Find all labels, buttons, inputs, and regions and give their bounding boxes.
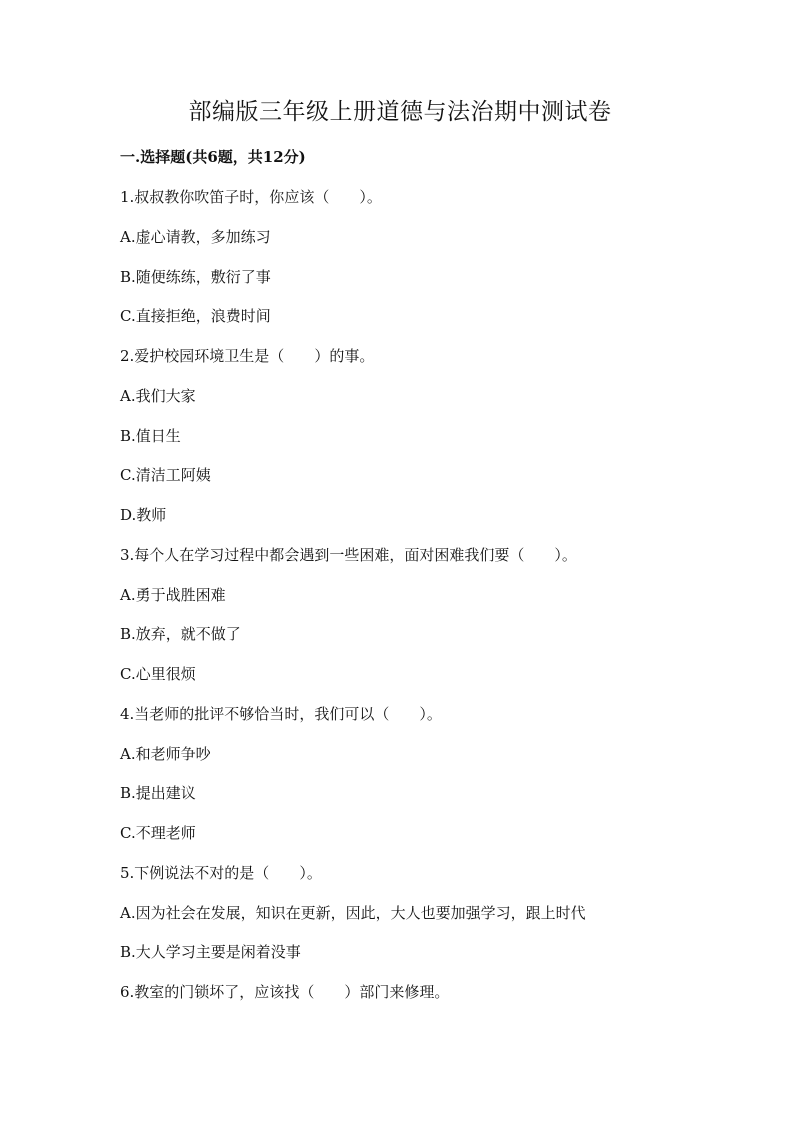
answer-option: B.放弃，就不做了 xyxy=(120,625,241,644)
question-stem: 2.爱护校园环境卫生是（ ）的事。 xyxy=(120,347,375,365)
answer-option: A.和老师争吵 xyxy=(120,744,211,763)
answer-option: B.随便练练，敷衍了事 xyxy=(120,267,271,286)
answer-option: A.勇于战胜困难 xyxy=(120,585,226,604)
answer-option: C.清洁工阿姨 xyxy=(120,466,211,485)
answer-option: B.值日生 xyxy=(120,426,181,445)
page-title: 部编版三年级上册道德与法治期中测试卷 xyxy=(188,99,612,125)
answer-option: C.心里很烦 xyxy=(120,665,196,683)
answer-option: C.直接拒绝，浪费时间 xyxy=(120,307,271,326)
section-heading: 一.选择题(共6题，共12分) xyxy=(120,148,306,166)
question-stem: 3.每个人在学习过程中都会遇到一些困难，面对困难我们要（ ）。 xyxy=(120,545,577,564)
answer-option: A.因为社会在发展，知识在更新，因此，大人也要加强学习，跟上时代 xyxy=(120,903,586,922)
answer-option: C.不理老师 xyxy=(120,824,196,842)
question-stem: 1.叔叔教你吹笛子时，你应该（ ）。 xyxy=(120,188,382,206)
question-stem: 5.下例说法不对的是（ ）。 xyxy=(120,863,322,882)
answer-option: B.提出建议 xyxy=(120,784,196,803)
question-list xyxy=(120,186,680,1021)
answer-option: B.大人学习主要是闲着没事 xyxy=(120,943,301,962)
answer-option: A.虚心请教，多加练习 xyxy=(120,227,271,246)
answer-option: D.教师 xyxy=(120,506,167,524)
question-stem: 6.教室的门锁坏了，应该找（ ）部门来修理。 xyxy=(120,983,450,1001)
answer-option: A.我们大家 xyxy=(120,386,196,405)
question-stem: 4.当老师的批评不够恰当时，我们可以（ ）。 xyxy=(120,704,442,723)
